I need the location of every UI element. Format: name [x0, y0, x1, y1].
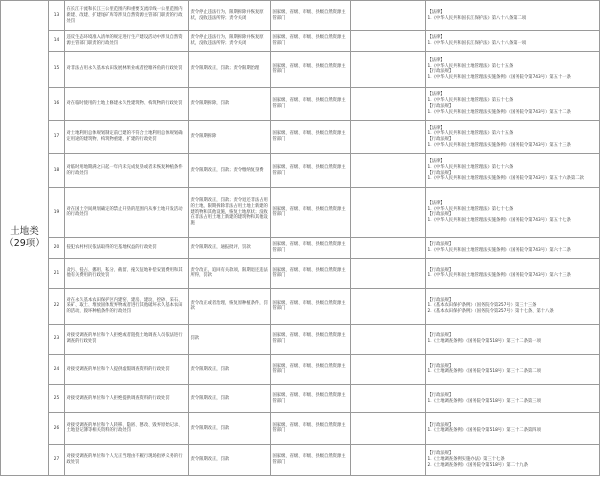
row-number: 13	[49, 1, 65, 31]
legal-basis-line: 1.《中华人民共和国土地管理法》第七十六条	[427, 164, 514, 170]
penalty-measure: 责令限期拆除	[189, 121, 271, 154]
empty-cell	[351, 187, 426, 237]
empty-cell	[351, 354, 426, 384]
penalty-item: 对临时用地期满之日起一年内未完成复垦或者未恢复种植条件的行政处罚	[65, 154, 189, 187]
enforcement-agency: 国家级、省级、市级、县级自然资源主管部门	[271, 289, 351, 324]
row-number: 25	[49, 385, 65, 413]
legal-basis-line: 【行政法规】	[427, 267, 454, 273]
penalty-item: 对土地利用总体规划制定前已建的不符合土地利用总体规划确定用途的建筑物、构筑物重建、扩建的行政处罚	[65, 121, 189, 154]
enforcement-agency: 国家级、省级、市级、县级自然资源主管部门	[271, 52, 351, 87]
penalty-measure: 责令限期改正，罚款	[189, 413, 271, 444]
legal-basis	[426, 121, 600, 154]
legal-basis-line: 1.《中华人民共和国土地管理法实施条例》（国务院令第743号）第五十二条	[427, 109, 571, 115]
legal-basis-line: 【行政法规】	[427, 242, 454, 248]
legal-basis-line: 1.《中华人民共和国土地管理法实施条例》（国务院令第743号）第五十七条	[427, 218, 571, 224]
legal-basis-line: 1.《中华人民共和国土地管理法实施条例》（国务院令第743号）第六十三条	[427, 273, 571, 279]
legal-basis	[426, 289, 600, 324]
enforcement-agency: 国家级、省级、市级、县级自然资源主管部门	[271, 324, 351, 354]
enforcement-agency: 国家级、省级、市级、县级自然资源主管部门	[271, 121, 351, 154]
legal-basis-line: 【行政法规】	[427, 297, 454, 303]
table-row	[1, 52, 600, 87]
table-row	[1, 413, 600, 444]
table-row	[1, 385, 600, 413]
empty-cell	[351, 385, 426, 413]
table-row	[1, 187, 600, 237]
penalty-measure: 责令限期拆除，罚款	[189, 87, 271, 120]
legal-basis-line: 【法律】	[427, 159, 445, 165]
legal-basis-line: 【法律】	[427, 125, 445, 131]
table-row	[1, 154, 600, 187]
penalty-item: 对在临时使用的土地上修建永久性建筑物、构筑物的行政处罚	[65, 87, 189, 120]
legal-basis-line: 1.《中华人民共和国土地管理法实施条例》（国务院令第743号）第六十二条	[427, 247, 571, 253]
legal-basis	[426, 258, 600, 288]
row-number: 21	[49, 258, 65, 288]
empty-cell	[351, 258, 426, 288]
penalty-measure: 责令限期改正，罚款；责令退还非法占用的土地，限期拆除非法占用土地上新建的建筑物和其他设施，恢复土地原状；没收在非法占用土地上新建的建筑物和其他设施	[189, 187, 271, 237]
empty-cell	[351, 413, 426, 444]
enforcement-agency: 国家级、省级、市级、县级自然资源主管部门	[271, 237, 351, 258]
penalty-measure: 责令限期改正，通报批评，罚款	[189, 237, 271, 258]
legal-basis-line: 【行政法规】	[427, 451, 454, 457]
penalty-item: 违反生态环境准入清单的规定进行生产建设活动中涉及自然资源主管部门职责的行政处罚	[65, 31, 189, 52]
penalty-item: 对接受调查的单位和个人提供虚假调查资料的行政处罚	[65, 354, 189, 384]
row-number: 27	[49, 444, 65, 475]
legal-basis-line: 1.《土地调查条例实施办法》第三十七条	[427, 456, 505, 462]
legal-basis-line: 1.《中华人民共和国土地管理法实施条例》（国务院令第743号）第五十三条	[427, 143, 571, 149]
enforcement-agency: 国家级、省级、市级、县级自然资源主管部门	[271, 258, 351, 288]
legal-basis-line: 1.《土地调查条例》（国务院令第518号）第三十二条第一项	[427, 339, 541, 345]
row-number: 26	[49, 413, 65, 444]
legal-basis	[426, 87, 600, 120]
penalty-item: 对接受调查的单位和个人拒绝提供调查资料的行政处罚	[65, 385, 189, 413]
legal-basis	[426, 52, 600, 87]
legal-basis-line: 2.《土地调查条例》（国务院令第518号）第二十九条	[427, 462, 528, 468]
legal-basis-line: 1.《中华人民共和国长江保护法》第八十八条第二项	[427, 15, 527, 21]
legal-basis-line: 1.《土地调查条例》（国务院令第518号）第三十二条第四项	[427, 428, 541, 434]
penalty-measure: 责令改正或者治理，恢复原种植条件，罚款	[189, 289, 271, 324]
penalty-measure: 责令限期改正，罚款	[189, 354, 271, 384]
legal-basis-line: 【行政法规】	[427, 392, 454, 398]
penalty-measure: 责令限期改正，罚款	[189, 444, 271, 475]
legal-basis-line: 【行政法规】	[427, 137, 454, 143]
empty-cell	[351, 1, 426, 31]
penalty-measure: 责令限期改正，罚款	[189, 385, 271, 413]
table-row	[1, 324, 600, 354]
legal-basis	[426, 413, 600, 444]
enforcement-agency: 国家级、省级、市级、县级自然资源主管部门	[271, 385, 351, 413]
legal-basis	[426, 187, 600, 237]
table-row	[1, 121, 600, 154]
legal-basis-line: 【行政法规】	[427, 333, 454, 339]
enforcement-agency: 国家级、省级、市级、县级自然资源主管部门	[271, 354, 351, 384]
penalty-item: 对接受调查的单位和个人无正当理由不履行现场指界义务的行政处罚	[65, 444, 189, 475]
empty-cell	[351, 52, 426, 87]
penalty-item: 贪污、侵占、挪用、私分、截留、拖欠征地补偿安置费用和其他有关费用的行政处罚	[65, 258, 189, 288]
row-number: 16	[49, 87, 65, 120]
row-number: 22	[49, 289, 65, 324]
legal-basis	[426, 385, 600, 413]
penalty-measure: 责令改正，追回有关款项，限期退还违法所得，罚款	[189, 258, 271, 288]
legal-basis-line: 【行政法规】	[427, 170, 454, 176]
table-row	[1, 354, 600, 384]
row-number: 19	[49, 187, 65, 237]
legal-basis-line: 1.《土地调查条例》（国务院令第518号）第三十二条第二项	[427, 369, 541, 375]
table-row	[1, 258, 600, 288]
legal-basis-line: 【行政法规】	[427, 69, 454, 75]
empty-cell	[351, 324, 426, 354]
table-row	[1, 87, 600, 120]
enforcement-agency: 国家级、省级、市级、县级自然资源主管部门	[271, 413, 351, 444]
empty-cell	[351, 289, 426, 324]
legal-basis	[426, 31, 600, 52]
legal-basis-line: 【法律】	[427, 200, 445, 206]
enforcement-agency: 国家级、省级、市级、县级自然资源主管部门	[271, 187, 351, 237]
empty-cell	[351, 121, 426, 154]
penalty-item: 对接受调查的单位和个人拒绝或者阻挠土地调查人员依法进行调查的行政处罚	[65, 324, 189, 354]
penalty-measure: 责令停止违法行为，限期拆除并恢复原状，没收违法所得；责令关闭	[189, 31, 271, 52]
legal-basis-line: 1.《中华人民共和国土地管理法实施条例》（国务院令第743号）第五十一条	[427, 75, 571, 81]
legal-basis	[426, 324, 600, 354]
enforcement-agency: 国家级、省级、市级、县级自然资源主管部门	[271, 31, 351, 52]
row-number: 15	[49, 52, 65, 87]
legal-basis-line: 1.《中华人民共和国土地管理法》第七十七条	[427, 206, 514, 212]
penalty-item: 对非法占用永久基本农田发展林果业或者挖塘养鱼的行政处罚	[65, 52, 189, 87]
enforcement-agency: 国家级、省级、市级、县级自然资源主管部门	[271, 444, 351, 475]
legal-basis-line: 【法律】	[427, 92, 445, 98]
empty-cell	[351, 154, 426, 187]
enforcement-agency: 国家级、省级、市级、县级自然资源主管部门	[271, 87, 351, 120]
penalty-item: 对在永久基本农田保护区内建窑、建房、建坟、挖砂、采石、采矿、取土、堆放固体废弃物或者进行其他破坏永久基本农田的活动，毁坏种植条件的行政处罚	[65, 289, 189, 324]
penalty-measure: 责令限期改正，罚款；责令限期治理	[189, 52, 271, 87]
enforcement-agency: 国家级、省级、市级、县级自然资源主管部门	[271, 154, 351, 187]
table-row	[1, 1, 600, 31]
penalty-item: 侵犯农村村民依法取得的宅基地权益的行政处罚	[65, 237, 189, 258]
legal-basis-line: 1.《土地调查条例》（国务院令第518号）第三十二条第三项	[427, 398, 541, 404]
legal-basis-line: 【法律】	[427, 57, 445, 63]
empty-cell	[351, 31, 426, 52]
row-number: 14	[49, 31, 65, 52]
legal-basis	[426, 1, 600, 31]
legal-basis-line: 【法律】	[427, 35, 445, 41]
penalty-measure: 责令停止违法行为，限期拆除并恢复原状，没收违法所得；责令关闭	[189, 1, 271, 31]
legal-basis-line: 【行政法规】	[427, 212, 454, 218]
legal-basis-line: 【行政法规】	[427, 363, 454, 369]
legal-basis	[426, 237, 600, 258]
legal-basis-line: 【行政法规】	[427, 103, 454, 109]
legal-basis-line: 1.《中华人民共和国土地管理法》第五十七条	[427, 98, 514, 104]
empty-cell	[351, 444, 426, 475]
legal-basis-line: 1.《中华人民共和国土地管理法》第七十五条	[427, 63, 514, 69]
empty-cell	[351, 237, 426, 258]
table-row	[1, 289, 600, 324]
legal-basis	[426, 354, 600, 384]
legal-basis-line: 1.《中华人民共和国土地管理法实施条例》（国务院令第743号）第五十六条第二款	[427, 176, 584, 182]
penalty-measure: 责令限期改正，罚款；责令缴纳复垦费	[189, 154, 271, 187]
row-number: 24	[49, 354, 65, 384]
legal-basis	[426, 154, 600, 187]
penalty-item: 对在国土空间规划确定的禁止开垦的范围内从事土地开发活动的行政处罚	[65, 187, 189, 237]
legal-basis	[426, 444, 600, 475]
legal-basis-line: 1.《基本农田保护条例》（国务院令第257号）第三十三条	[427, 303, 537, 309]
legal-basis-line: 2.《基本农田保护条例》（国务院令第257号）第十七条、第十八条	[427, 309, 554, 315]
table-row	[1, 31, 600, 52]
empty-cell	[351, 87, 426, 120]
legal-basis-line: 1.《中华人民共和国土地管理法》第六十五条	[427, 131, 514, 137]
category-count: （29项）	[4, 238, 45, 249]
row-number: 18	[49, 154, 65, 187]
row-number: 20	[49, 237, 65, 258]
legal-basis-line: 1.《中华人民共和国长江保护法》第八十八条第一项	[427, 41, 527, 47]
legal-basis-line: 【行政法规】	[427, 422, 454, 428]
legal-basis-line: 【法律】	[427, 9, 445, 15]
penalty-item: 在长江干流和长江三公里范围内和重要支流岸线一公里范围内新建、改建、扩建尾矿库等涉及自然资源主管部门职责的行政处罚	[65, 1, 189, 31]
category-name: 土地类	[10, 225, 39, 237]
table-row	[1, 444, 600, 475]
row-number: 23	[49, 324, 65, 354]
penalty-measure: 罚款	[189, 324, 271, 354]
enforcement-agency: 国家级、省级、市级、县级自然资源主管部门	[271, 1, 351, 31]
category-cell	[1, 1, 49, 476]
table-row	[1, 237, 600, 258]
row-number: 17	[49, 121, 65, 154]
penalty-item: 对接受调查的单位和个人转移、隐匿、篡改、毁弃原始记录、土地登记簿等相关资料的行政处罚	[65, 413, 189, 444]
